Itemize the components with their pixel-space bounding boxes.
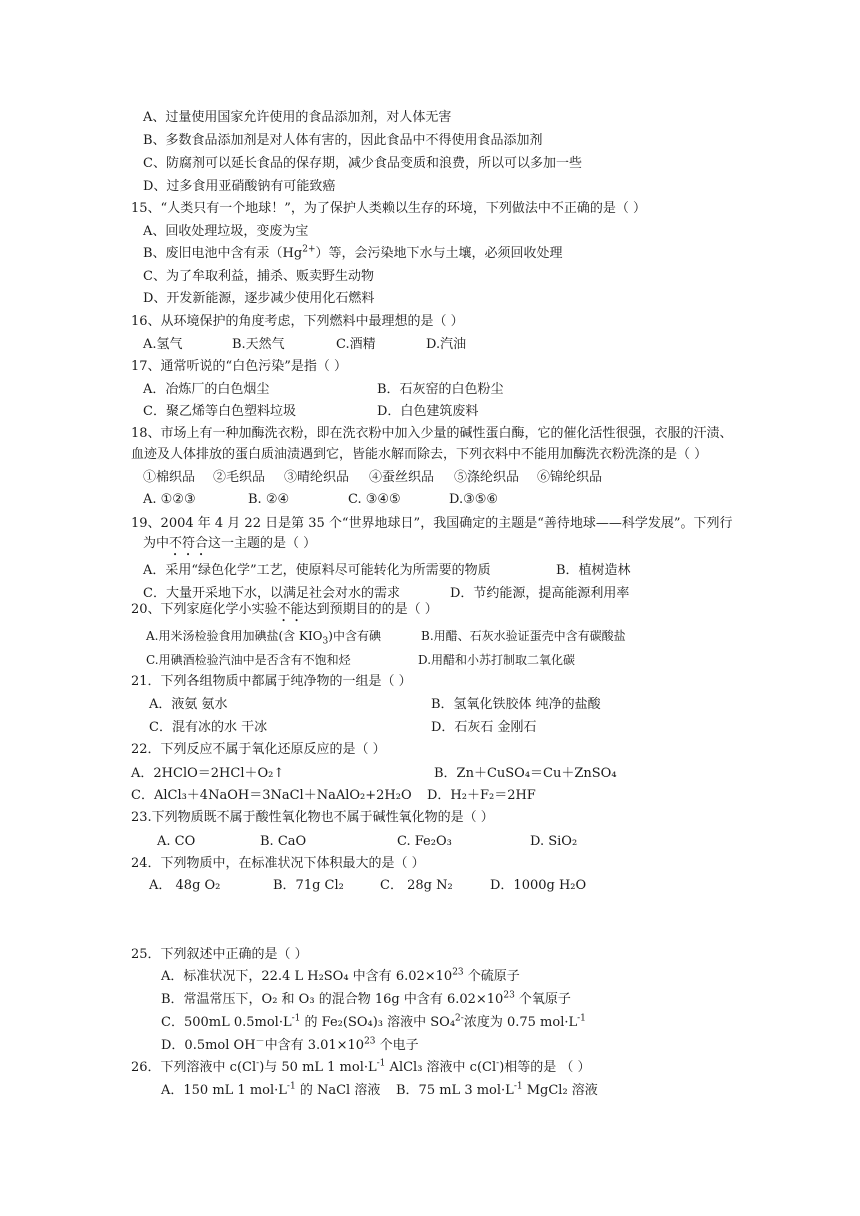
q21-option-c: C．混有冰的水 干冰	[149, 720, 268, 735]
q14-option-d: D、过多食用亚硝酸钠有可能致癌	[143, 179, 336, 194]
q17-option-d: D．白色建筑废料	[377, 404, 479, 419]
q14-option-a: A、过量使用国家允许使用的食品添加剂，对人体无害	[143, 110, 452, 125]
q18-item-4: ④蚕丝织品	[369, 470, 435, 485]
q18-item-5: ⑤涤纶织品	[454, 470, 520, 485]
q18-item-6: ⑥锦纶织品	[537, 470, 603, 485]
q16-option-c: C.酒精	[336, 337, 376, 352]
q16-option-a: A.氢气	[143, 337, 183, 352]
q24-option-c: C． 28g N₂	[380, 878, 453, 893]
q16-option-b: B.天然气	[232, 337, 285, 352]
q19-option-a: A．采用“绿色化学”工艺，使原料尽可能转化为所需要的物质	[143, 563, 491, 578]
q18-stem-line1: 18、市场上有一种加酶洗衣粉，即在洗衣粉中加入少量的碱性蛋白酶，它的催化活性很强，衣服的汗渍、	[131, 426, 733, 441]
q17-option-a: A．冶炼厂的白色烟尘	[143, 382, 270, 397]
q17-option-b: B．石灰窑的白色粉尘	[377, 382, 504, 397]
q25-option-c: C．500mL $0.5mol\cdot L^{-1}$ 的 Fe₂(SO₄)₃ 溶液中 SO₄$^{2-}$浓度为 0.75 $mol\cdot L^{-1}$	[161, 1013, 586, 1030]
q18-item-3: ③晴纶织品	[284, 470, 350, 485]
q18-option-c: C. ③④⑤	[348, 492, 401, 507]
q26-stem: 26．下列溶液中 c(Cl-)与 50 mL 1 $mol\cdot L^{-1}$ AlCl₃ 溶液中 c(Cl-)相等的是 （ ）	[131, 1058, 591, 1075]
q20-option-b: B.用醋、石灰水验证蛋壳中含有碳酸盐	[421, 629, 626, 643]
q26-option-b: B．75 mL 3 $mol\cdot L^{-1}$ MgCl₂ 溶液	[396, 1081, 598, 1098]
q18-option-b: B. ②④	[248, 492, 290, 507]
q20-option-c: C.用碘酒检验汽油中是否含有不饱和烃	[146, 653, 351, 667]
q18-option-a: A. ①②③	[143, 492, 196, 507]
q25-option-d: D．0.5mol OH－中含有 $3.01\times 10^{23}$ 个电子	[161, 1036, 419, 1053]
q15-stem: 15、“人类只有一个地球！”，为了保护人类赖以生存的环境，下列做法中不正确的是（ ）	[131, 201, 646, 216]
q26-option-a: A．150 mL 1 $mol\cdot L^{-1}$ 的 NaCl 溶液	[161, 1081, 381, 1098]
q15-option-d: D、开发新能源，逐步减少使用化石燃料	[143, 291, 375, 306]
q15-option-b: B、废旧电池中含有汞$(Hg^{2+})$等，会污染地下水与土壤，必须回收处理	[143, 244, 563, 261]
q23-option-b: B. CaO	[260, 834, 307, 849]
q19-stem-line2: 为中不符合这一主题的是（ ）	[143, 536, 317, 551]
q19-option-b: B．植树造林	[556, 563, 631, 578]
q21-option-d: D．石灰石 金刚石	[431, 720, 537, 735]
q20-stem: 20、下列家庭化学小实验不能达到预期目的的是（ ）	[131, 602, 438, 617]
q23-option-a: A. CO	[157, 834, 196, 849]
q14-option-c: C、防腐剂可以延长食品的保存期，减少食品变质和浪费，所以可以多加一些	[143, 156, 582, 171]
q21-option-b: B．氢氧化铁胶体 纯净的盐酸	[431, 697, 601, 712]
q24-option-d: D．1000g H₂O	[490, 878, 587, 893]
q16-option-d: D.汽油	[426, 337, 467, 352]
q15-option-c: C、为了牟取利益，捕杀、贩卖野生动物	[143, 269, 374, 284]
q22-option-c: C．AlCl₃＋4NaOH＝3NaCl＋NaAlO₂+2H₂O	[131, 788, 412, 803]
q25-stem: 25．下列叙述中正确的是（ ）	[131, 947, 308, 962]
q25-option-b: B．常温常压下，O₂ 和 O₃ 的混合物 16g 中含有 $6.02\times 10^{23}$ 个氧原子	[161, 990, 571, 1007]
q18-stem-line2: 血迹及人体排放的蛋白质油渍遇到它，皆能水解而除去，下列衣料中不能用加酶洗衣粉洗涤的是（ ）	[131, 447, 708, 462]
q21-option-a: A．液氨 氨水	[149, 697, 228, 712]
q18-item-1: ①棉织品	[143, 470, 196, 485]
q20-option-d: D.用醋和小苏打制取二氧化碳	[418, 653, 576, 667]
q18-item-2: ②毛织品	[213, 470, 266, 485]
q22-option-b: B．Zn＋CuSO₄＝Cu＋ZnSO₄	[434, 766, 617, 781]
q24-option-b: B．71g Cl₂	[273, 878, 344, 893]
q19-option-c: C．大量开采地下水，以满足社会对水的需求	[143, 586, 400, 601]
q17-option-c: C．聚乙烯等白色塑料垃圾	[143, 404, 296, 419]
q18-option-d: D.③⑤⑥	[449, 492, 499, 507]
q20-option-a: A.用米汤检验食用加碘盐(含 $KIO_3$)中含有碘	[146, 629, 381, 647]
q22-option-a: A．2HClO＝2HCl＋O₂↑	[131, 766, 285, 781]
q14-option-b: B、多数食品添加剂是对人体有害的，因此食品中不得使用食品添加剂	[143, 133, 543, 148]
q23-option-d: D. SiO₂	[530, 834, 578, 849]
q23-option-c: C. Fe₂O₃	[397, 834, 452, 849]
q24-stem: 24．下列物质中，在标准状况下体积最大的是（ ）	[131, 856, 425, 871]
q25-option-a: A．标准状况下，22.4 L H₂SO₄ 中含有 $6.02\times 10^{23}$ 个硫原子	[161, 967, 520, 984]
q21-stem: 21．下列各组物质中都属于纯净物的一组是（ ）	[131, 674, 412, 689]
q19-stem-line1: 19、2004 年 4 月 22 日是第 35 个“世界地球日”，我国确定的主题是“善待地球——科学发展”。下列行	[131, 516, 733, 531]
q22-option-d: D．H₂＋F₂＝2HF	[427, 788, 536, 803]
q23-stem: 23.下列物质既不属于酸性氧化物也不属于碱性氧化物的是（ ）	[131, 810, 494, 825]
q16-stem: 16、从环境保护的角度考虑，下列燃料中最理想的是（ ）	[131, 314, 464, 329]
q24-option-a: A． 48g O₂	[149, 878, 221, 893]
q19-option-d: D．节约能源，提高能源利用率	[450, 586, 630, 601]
q15-option-a: A、回收处理垃圾，变废为宝	[143, 224, 309, 239]
q17-stem: 17、通常听说的“白色污染”是指（ ）	[131, 359, 347, 374]
q22-stem: 22．下列反应不属于氧化还原反应的是（ ）	[131, 742, 386, 757]
